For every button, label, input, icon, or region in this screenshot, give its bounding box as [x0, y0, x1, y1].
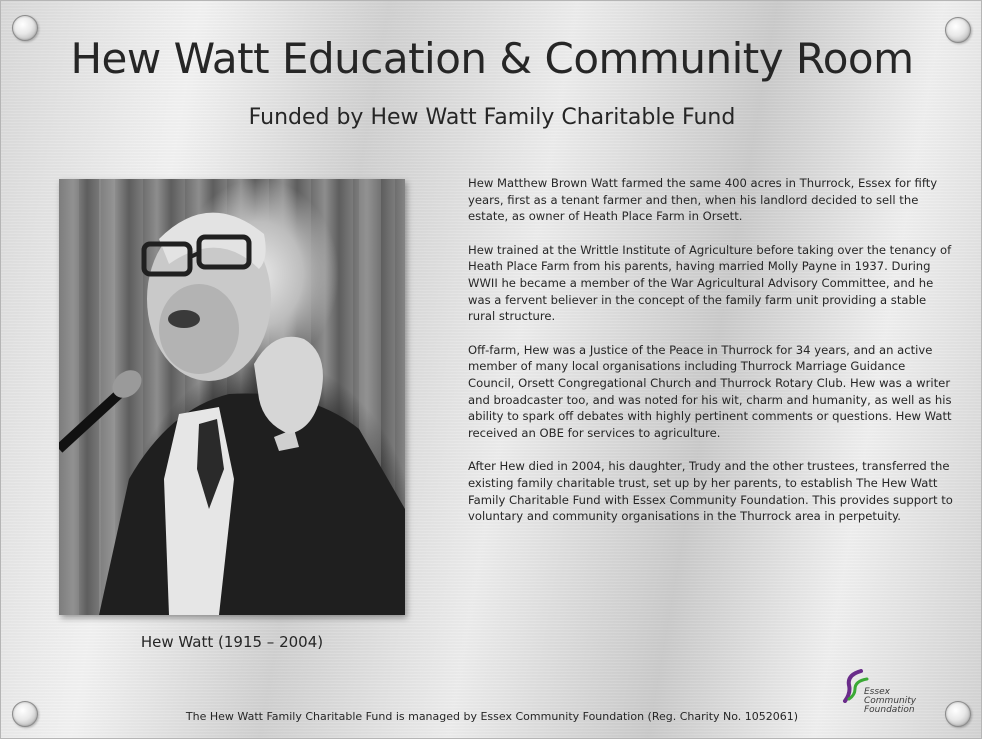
bio-paragraph: Hew Matthew Brown Watt farmed the same 400 acres in Thurrock, Essex for fifty years, first as a tenant farmer and then, when his landlord decided to sell the estate, as owner of Heath Place Farm in Orsett.: [468, 176, 938, 224]
logo-text-line: Community: [864, 696, 917, 706]
bio-paragraph: Off-farm, Hew was a Justice of the Peace in Thurrock for 34 years, and an active member of many local organisations including Thurrock Marriage Guidance Council, Orsett Congregational Church and Thurrock Rotary Club. Hew was a writer and broadcaster too, and was noted for his wit, charm and humanity, as well as his ability to spark off debates with highly pertinent comments or questions. Hew Watt received an OBE for services to agriculture.: [468, 342, 952, 441]
portrait-photo: [59, 179, 405, 615]
bio-paragraph: Hew trained at the Writtle Institute of Agriculture before taking over the tenancy of Heath Place Farm from his parents, having married Molly Payne in 1937. During WWII he became a member of the War Agricultural Advisory Committee, and he was a fervent believer in the concept of the family farm unit providing a stable rural structure.: [468, 242, 952, 324]
logo-text-line: Foundation: [864, 705, 915, 715]
bio-paragraph: After Hew died in 2004, his daughter, Trudy and the other trustees, transferred the existing family charitable trust, set up by her parents, to establish The Hew Watt Family Charitable Fund with Essex Community Foundation. This provides support to voluntary and community organisations in the Thurrock area in perpetuity.: [468, 459, 953, 524]
biography: [468, 175, 954, 542]
plaque-subtitle: Funded by Hew Watt Family Charitable Fund: [248, 105, 736, 130]
plaque-footer: The Hew Watt Family Charitable Fund is managed by Essex Community Foundation (Reg. Charity No. 1052061): [185, 710, 799, 723]
portrait-illustration: [59, 179, 405, 615]
logo-text-line: Essex: [864, 687, 890, 697]
plaque-title: Hew Watt Education & Community Room: [70, 34, 914, 83]
portrait-caption: Hew Watt (1915 – 2004): [140, 633, 324, 651]
